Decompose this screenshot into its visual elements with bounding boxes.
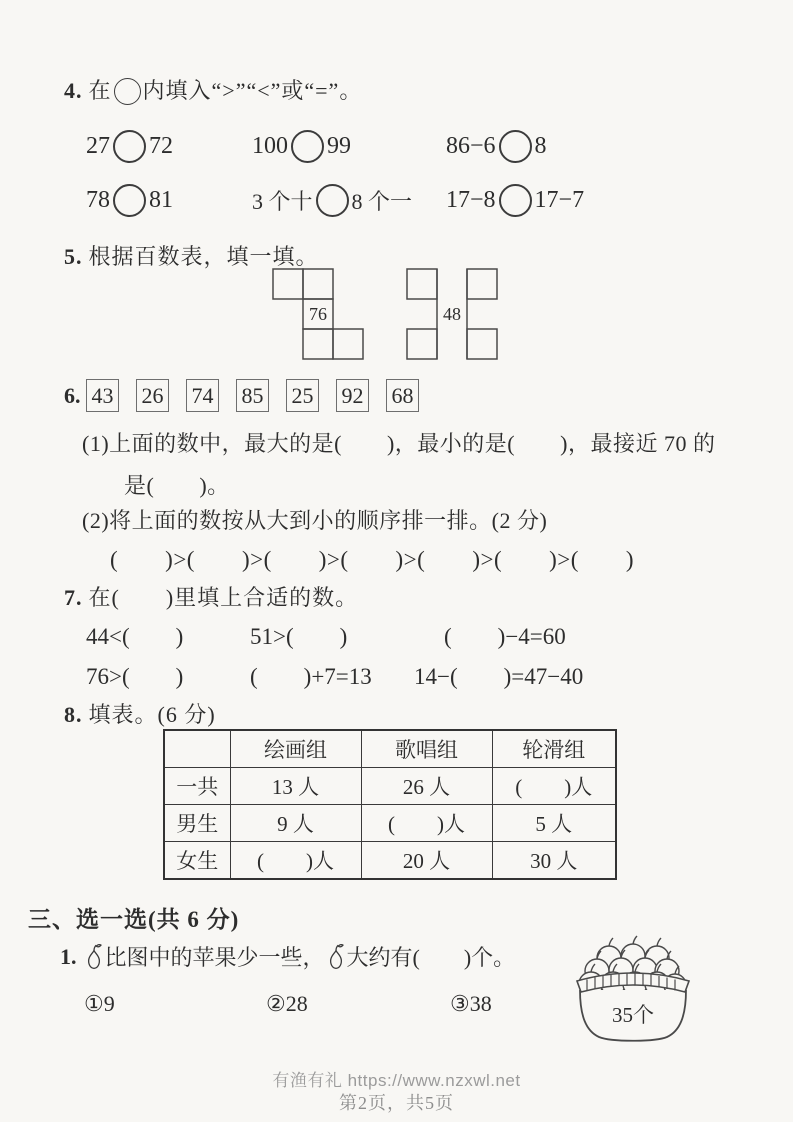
s3-q1-text-before: 比图中的苹果少一些， (104, 945, 325, 970)
choice-option-2: ②28 (266, 991, 308, 1016)
table-row (164, 768, 616, 805)
comparison-item (446, 130, 547, 163)
table-row (164, 805, 616, 842)
s3-q1-number: 1. (60, 943, 77, 969)
answer-circle-icon (291, 130, 324, 163)
comparison-left: 100 (252, 133, 288, 159)
question-7-number: 7. (64, 585, 83, 610)
section-3-title: 三、选一选(共 6 分) (28, 907, 240, 932)
question-5-prompt: 根据百数表，填一填。 (88, 244, 319, 269)
table-cell: ( )人 (361, 805, 492, 842)
number-box: 26 (136, 379, 169, 412)
number-box: 74 (186, 379, 219, 412)
table-cell: 5 人 (492, 805, 616, 842)
blank-cell (333, 329, 363, 359)
table-header-row (164, 730, 616, 768)
question-8-prompt: 填表。(6 分) (88, 702, 216, 727)
apple-basket-illustration (571, 934, 695, 1046)
comparison-left: 78 (86, 187, 110, 213)
s3-q1-text-after: 大约有( )个。 (346, 945, 516, 970)
page-number: 第2页，共5页 (339, 1093, 454, 1113)
comparison-right: 99 (327, 133, 351, 159)
blank-cell (467, 329, 497, 359)
comparison-item (86, 130, 173, 163)
row-label: 一共 (164, 768, 230, 805)
table-cell: 26 人 (361, 768, 492, 805)
table-header-cell: 绘画组 (230, 730, 361, 768)
fill-blank-expression: ( )+7=13 (250, 664, 372, 689)
row-label: 男生 (164, 805, 230, 842)
comparison-left: 17−8 (446, 187, 496, 213)
answer-circle-icon (316, 184, 349, 217)
blank-cell (303, 269, 333, 299)
question-4-prompt-after: 内填入“>”“<”或“=”。 (142, 78, 363, 103)
question-5-number: 5. (64, 244, 83, 269)
choice-option-3: ③38 (450, 991, 492, 1016)
comparison-item (446, 184, 584, 217)
footer-watermark: 有渔有礼 https://www.nzxwl.net (272, 1071, 521, 1090)
q6-ordering-blanks: ( )>( )>( )>( )>( )>( )>( ) (110, 547, 635, 572)
question-8-header (64, 698, 216, 729)
q6-part1-line1: (1)上面的数中，最大的是( )，最小的是( )，最接近 70 的 (82, 431, 716, 456)
table-header-cell (164, 730, 230, 768)
comparison-left: 27 (86, 133, 110, 159)
table-cell: 9 人 (230, 805, 361, 842)
fill-blank-expression: 51>( ) (250, 624, 348, 649)
table-header-cell: 轮滑组 (492, 730, 616, 768)
question-4-header (64, 74, 362, 105)
answer-circle-icon (114, 78, 141, 105)
fill-blank-expression: ( )−4=60 (444, 624, 566, 649)
table-cell: ( )人 (230, 842, 361, 880)
comparison-right: 17−7 (534, 187, 585, 213)
choice-option-1: ①9 (84, 991, 115, 1016)
blank-cell (273, 269, 303, 299)
number-box-row (86, 379, 419, 412)
comparison-right: 8 (534, 133, 547, 159)
question-6-number: 6. (64, 383, 81, 408)
number-box: 25 (286, 379, 319, 412)
grid-value-left: 76 (309, 304, 327, 324)
comparison-right: 8 个一 (351, 189, 413, 214)
comparison-left: 3 个十 (252, 189, 313, 214)
fill-blank-expression: 14−( )=47−40 (414, 664, 584, 689)
blank-cell (407, 269, 437, 299)
comparison-item (252, 184, 412, 217)
fill-blank-expression: 76>( ) (86, 664, 184, 689)
answer-circle-icon (499, 130, 532, 163)
table-cell: ( )人 (492, 768, 616, 805)
answer-circle-icon (113, 130, 146, 163)
question-8-number: 8. (64, 702, 83, 727)
comparison-item (86, 184, 173, 217)
comparison-item (252, 130, 351, 163)
question-4-prompt-before: 在 (88, 78, 112, 103)
blank-cell (303, 329, 333, 359)
pear-icon (326, 943, 346, 971)
number-box: 85 (236, 379, 269, 412)
question-4-number: 4. (64, 78, 83, 103)
table-cell: 13 人 (230, 768, 361, 805)
answer-circle-icon (499, 184, 532, 217)
hundred-chart-fragment-left (272, 268, 364, 360)
q6-part1-line2: 是( )。 (124, 473, 230, 498)
grid-value-right: 48 (443, 304, 461, 324)
comparison-right: 81 (149, 187, 173, 213)
q6-part2-prompt: (2)将上面的数按从大到小的顺序排一排。(2 分) (82, 508, 548, 533)
question-7-header (64, 581, 358, 612)
number-box: 68 (386, 379, 419, 412)
section3-question-1 (60, 941, 515, 972)
table-row (164, 842, 616, 880)
table-cell: 30 人 (492, 842, 616, 880)
blank-cell (407, 329, 437, 359)
answer-circle-icon (113, 184, 146, 217)
comparison-left: 86−6 (446, 133, 496, 159)
comparison-right: 72 (149, 133, 173, 159)
row-label: 女生 (164, 842, 230, 880)
fill-blank-expression: 44<( ) (86, 624, 184, 649)
number-box: 92 (336, 379, 369, 412)
question-5-header (64, 240, 319, 271)
hundred-chart-fragment-right (406, 268, 498, 360)
table-header-cell: 歌唱组 (361, 730, 492, 768)
blank-cell (467, 269, 497, 299)
table-cell: 20 人 (361, 842, 492, 880)
basket-count-label: 35个 (612, 1003, 654, 1027)
pear-icon (84, 943, 104, 971)
question-7-prompt: 在( )里填上合适的数。 (88, 585, 359, 610)
fill-table (163, 729, 617, 880)
number-box: 43 (86, 379, 119, 412)
